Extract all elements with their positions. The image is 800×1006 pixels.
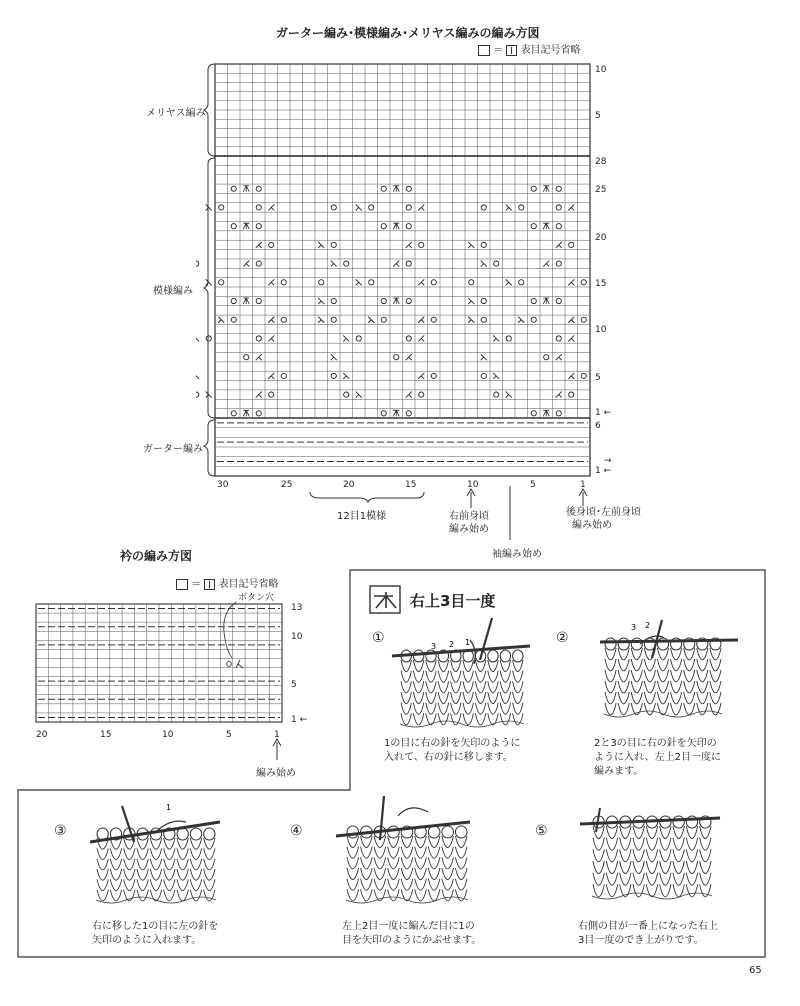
col-label-10: 10 xyxy=(467,480,479,490)
step-1-label-3: 3 xyxy=(431,642,437,651)
col-label-1: 1 xyxy=(580,480,586,490)
buttonhole-label: ボタン穴 xyxy=(238,593,275,603)
arrow-right-icon: → xyxy=(604,456,612,466)
step-3-caption: 右に移した1の目に左の針を 矢印のように入れます。 xyxy=(92,921,219,946)
step-5-number: ⑤ xyxy=(535,823,548,839)
step-4-number: ④ xyxy=(290,823,303,839)
collar-row-10: 10 xyxy=(291,632,303,642)
collar-chart-title: 衿の編み方図 xyxy=(120,549,193,563)
collar-col-15: 15 xyxy=(100,730,112,740)
row-label-10b: 10 xyxy=(595,325,607,335)
collar-start: 編み始め xyxy=(256,768,296,779)
legend-text: 表目記号省略 xyxy=(218,579,279,590)
collar-row-13: 13 xyxy=(291,603,303,613)
step-1-caption: 1の目に右の針を矢印のように 入れて、右の針に移します。 xyxy=(384,738,521,763)
step-1-label-2: 2 xyxy=(449,640,455,649)
step-4-caption: 左上2目一度に編んだ目に1の 目を矢印のようにかぶせます。 xyxy=(342,921,482,946)
main-chart-legend xyxy=(478,41,581,56)
sleeve-start: 袖編み始め xyxy=(492,549,542,560)
step-2-label-2: 2 xyxy=(645,621,651,630)
collar-col-5: 5 xyxy=(226,730,232,740)
stockinette-label: メリヤス編み xyxy=(146,108,206,119)
row-label-10: 10 xyxy=(595,65,607,75)
legend-text: 表目記号省略 xyxy=(520,45,581,56)
collar-row-1: 1 ← xyxy=(291,715,308,725)
step-2-caption: 2と3の目に右の針を矢印の ように入れ、左上2目一度に 編みます。 xyxy=(594,738,721,777)
garter-stitch-label: ガーター編み xyxy=(143,444,203,455)
row-label-5b: 5 xyxy=(595,373,601,383)
col-label-15: 15 xyxy=(405,480,417,490)
main-chart-title: ガーター編み･模様編み･メリヤス編みの編み方図 xyxy=(276,26,540,40)
row-label-1b: 1 ← xyxy=(595,466,612,476)
step-2-number: ② xyxy=(556,630,569,646)
collar-col-1: 1 xyxy=(274,730,280,740)
row-label-20: 20 xyxy=(595,233,607,243)
collar-col-10: 10 xyxy=(162,730,174,740)
col-label-30: 30 xyxy=(217,480,229,490)
arrow-left-icon: ← xyxy=(603,466,612,476)
step-1-label-1: 1 xyxy=(465,638,471,647)
main-chart-grid xyxy=(196,56,616,484)
legend-equals: ＝ xyxy=(191,579,202,590)
col-label-25: 25 xyxy=(281,480,293,490)
empty-cell-symbol xyxy=(478,45,490,56)
arrow-left-icon: ← xyxy=(299,715,308,725)
row-label-25: 25 xyxy=(595,185,607,195)
row-label-1: 1 ← xyxy=(595,408,612,418)
collar-row-5: 5 xyxy=(291,680,297,690)
technique-title: 右上3目一度 xyxy=(410,592,496,610)
knit-stitch-symbol xyxy=(506,45,517,56)
step-5-caption: 右側の目が一番上になった右上 3目一度のでき上がりです。 xyxy=(578,921,718,946)
col-label-5: 5 xyxy=(530,480,536,490)
step-3-label-1: 1 xyxy=(166,803,172,812)
back-left-start: 後身頃･左前身頃 編み始め xyxy=(566,507,641,531)
col-label-20: 20 xyxy=(343,480,355,490)
repeat-label: 12目1模様 xyxy=(337,511,387,522)
step-1-number: ① xyxy=(372,630,385,646)
right-front-start: 右前身頃 編み始め xyxy=(449,511,489,535)
pattern-stitch-label: 模様編み xyxy=(153,286,193,297)
arrow-left-icon: ← xyxy=(603,408,612,418)
row-label-15: 15 xyxy=(595,279,607,289)
row-label-6: 6 xyxy=(595,421,601,431)
row-label-28: 28 xyxy=(595,157,607,167)
legend-equals: ＝ xyxy=(493,45,504,56)
page-number: 65 xyxy=(749,965,762,976)
step-3-number: ③ xyxy=(54,823,67,839)
row-label-5: 5 xyxy=(595,111,601,121)
collar-col-20: 20 xyxy=(36,730,48,740)
step-2-label-3: 3 xyxy=(631,623,637,632)
